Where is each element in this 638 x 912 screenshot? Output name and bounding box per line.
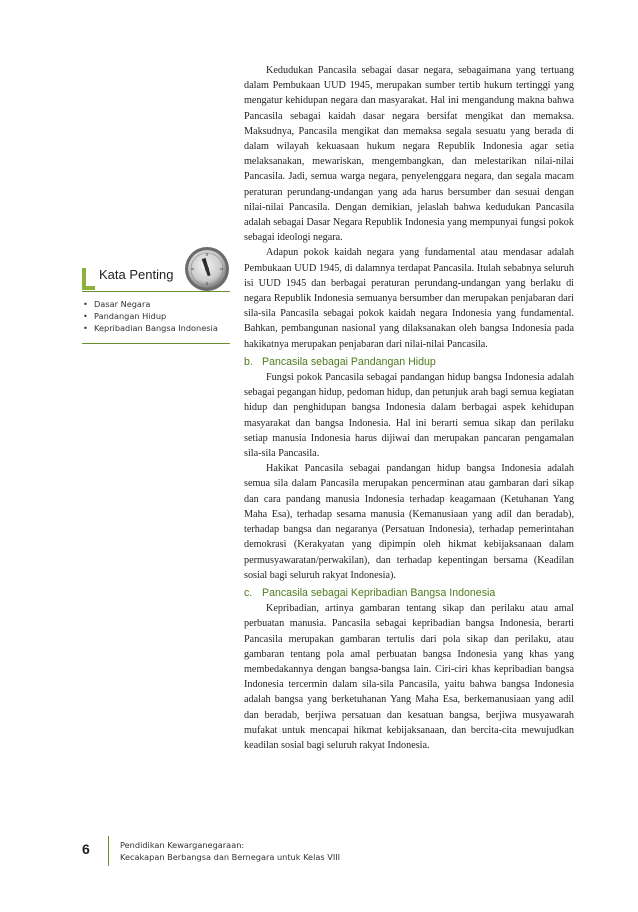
- section-b-paragraph-2: Hakikat Pancasila sebagai pandangan hidup bangsa Indonesia adalah semua sila dalam Pancasila merupakan pencerminan atau gambaran dari sikap dan cara pandang manusia Indonesia terhadap keagamaan (Ketuhanan Yang Maha Esa), terhadap sesama manusia (Kemanusiaan yang adil dan beradab), terhadap bangsa dan negaranya (Persatuan Indonesia), terhadap pemerintahan demokrasi (Kerakyatan yang dipimpin oleh hikmat kebijaksanaan dalam permusyawaratan/perwakilan), dan terhadap kepentingan bersama (Keadilan sosial bagi seluruh rakyat Indonesia).: [244, 463, 574, 581]
- kata-penting-item: • Pandangan Hidup: [82, 310, 230, 322]
- section-c-title: Pancasila sebagai Kepribadian Bangsa Indonesia: [262, 586, 496, 599]
- footer-book-title: [120, 839, 340, 863]
- kata-penting-box: [82, 263, 230, 334]
- footer-line-2: Kecakapan Berbangsa dan Bernegara untuk Kelas VIII: [120, 852, 341, 862]
- page-number: 6: [82, 841, 90, 857]
- kata-penting-title: Kata Penting: [99, 267, 174, 282]
- bracket-decoration: [82, 268, 95, 290]
- section-c-letter: c.: [244, 586, 253, 599]
- kata-penting-list: [82, 298, 230, 334]
- section-c-body: [244, 601, 574, 753]
- compass-icon: [184, 246, 230, 292]
- kata-penting-item: • Dasar Negara: [82, 298, 230, 310]
- section-b-paragraph-1: Fungsi pokok Pancasila sebagai pandangan hidup bangsa Indonesia adalah sebagai pegangan hidup, pedoman hidup, dan petunjuk arah bagi semua kegiatan hidup dan penghidupan bangsa Indonesia dalam berbagai aspek kehidupan masyarakat dan bangsa Indonesia. Hal ini berarti semua sikap dan perilaku setiap manusia Indonesia harus dijiwai dan merupakan pancaran pengamalan sila-sila Pancasila.: [244, 372, 574, 460]
- paragraph-intro-1: Kedudukan Pancasila sebagai dasar negara, sebagaimana yang tertuang dalam Pembukaan UUD 1945, merupakan sumber tertib hukum tertinggi yang mengatur kehidupan negara dan masyarakat. Hal ini mengandung makna bahwa Pancasila sebagai kaidah dasar negara bersifat mengikat dan memaksa. Maksudnya, Pancasila mengikat dan memaksa segala sesuatu yang berada di dalam wilayah kekuasaan hukum negara Republik Indonesia agar setia melaksanakan, mewariskan, mengembangkan, dan melestarikan nilai-nilai Pancasila. Jadi, semua warga negara, penyelenggara negara, dan segala macam peraturan perundang-undangan yang ada harus bersumber dan sesuai dengan nilai-nilai Pancasila. Dengan demikian, jelaslah bahwa kedudukan Pancasila adalah sebagai Dasar Negara Republik Indonesia yang mempunyai fungsi pokok sebagai ideologi negara.: [244, 65, 574, 244]
- section-b-letter: b.: [244, 355, 253, 368]
- kata-penting-item: • Kepribadian Bangsa Indonesia: [82, 322, 230, 334]
- footer-divider: [108, 836, 109, 866]
- main-text-column: [244, 63, 574, 753]
- section-b-body: [244, 370, 574, 583]
- kata-penting-bottom-rule: [82, 343, 230, 344]
- section-c-paragraph-1: Kepribadian, artinya gambaran tentang sikap dan perilaku atau amal perbuatan manusia. Pancasila sebagai kepribadian bangsa Indonesia, berarti Pancasila merupakan gambaran tertulis dari pola sikap dan perilaku, atau gambaran tentang pola amal perbuatan bangsa Indonesia yang khas yang membedakannya dengan bangsa-bangsa lain. Ciri-ciri khas kepribadian bangsa Indonesia tercermin dalam sila-sila Pancasila, yaitu bahwa bangsa Indonesia adalah bangsa yang berketuhanan Yang Maha Esa, berkemanusiaan yang adil dan beradab, berjiwa persatuan dan kesatuan bangsa, berjiwa musyawarah mufakat untuk mencapai hikmat kebijaksanaan, dan bercita-cita mewujudkan keadilan sosial bagi seluruh rakyat Indonesia.: [244, 603, 574, 751]
- kata-penting-header: [82, 263, 230, 292]
- section-c-heading: [244, 586, 574, 601]
- paragraph-intro-2: Adapun pokok kaidah negara yang fundamental atau mendasar adalah Pembukaan UUD 1945, di dalamnya terdapat Pancasila. Itulah sebabnya seluruh isi UUD 1945 dan berbagai peraturan perundang-undangan yang berlaku di negara Republik Indonesia semuanya bersumber dan merupakan penjabaran dari sila-sila Pancasila sebagai pokok kaidah negara Indonesia yang fundamental. Bahkan, pembangunan nasional yang dilaksanakan oleh bangsa Indonesia pada hakikatnya merupakan penjabaran dari nilai-nilai Pancasila.: [244, 247, 574, 350]
- footer-line-1: Pendidikan Kewarganegaraan:: [120, 840, 245, 850]
- section-b-heading: [244, 355, 574, 370]
- section-b-title: Pancasila sebagai Pandangan Hidup: [262, 355, 436, 368]
